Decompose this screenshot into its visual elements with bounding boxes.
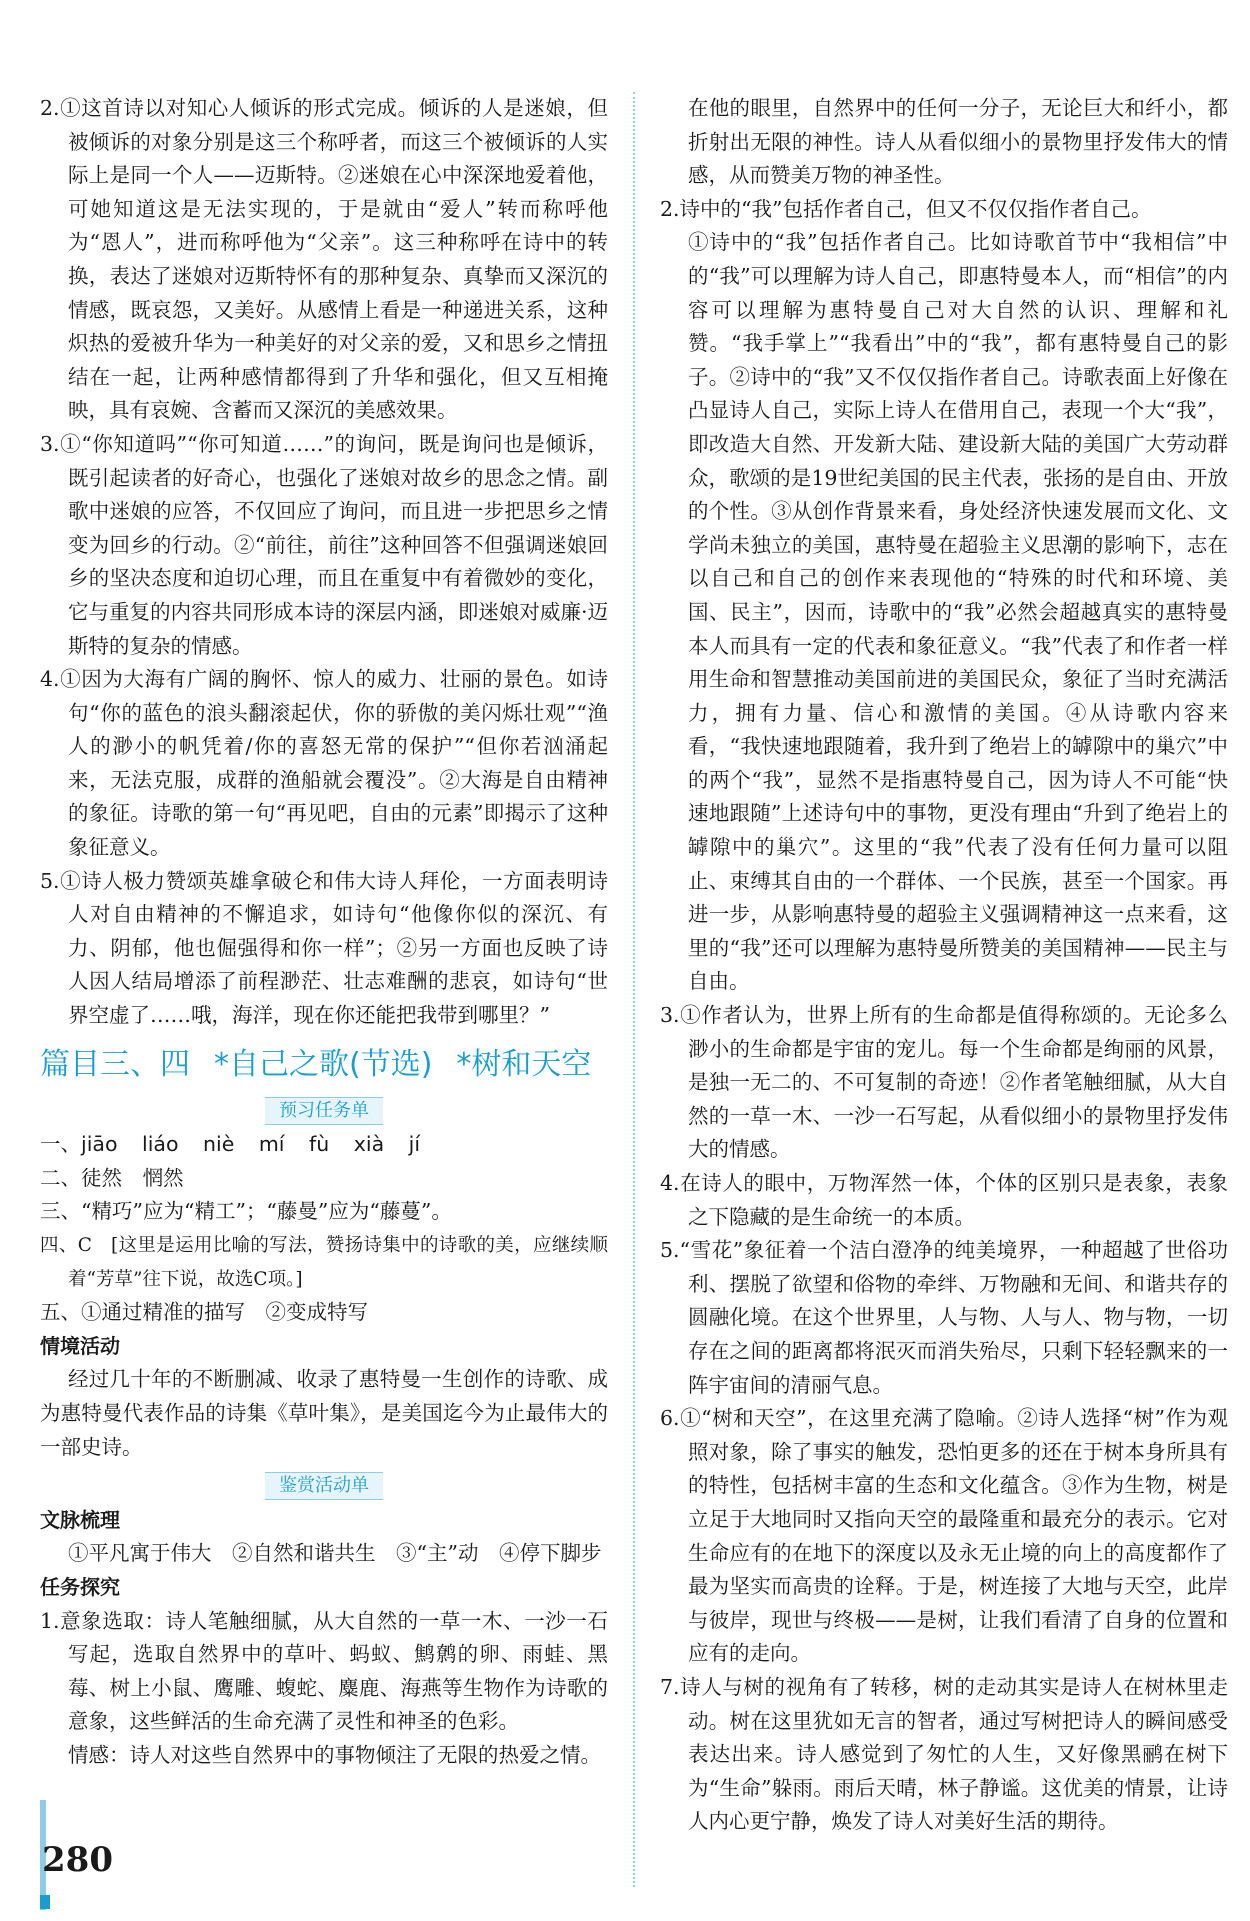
section-title-poem1: *自己之歌(节选) — [214, 1046, 433, 1082]
section-title-prefix: 篇目三、四 — [40, 1046, 190, 1082]
answer-4-right: 4.在诗人的眼中，万物浑然一体，个体的区别只是表象，表象之下隐藏的是生命统一的本质。 — [660, 1171, 1228, 1229]
page-number: 280 — [42, 1840, 113, 1880]
left-column — [40, 92, 608, 1773]
context-heading: 文脉梳理 — [40, 1507, 120, 1532]
answer-2: 2.①这首诗以对知心人倾诉的形式完成。倾诉的人是迷娘，但被倾诉的对象分别是这三个称呼者，而这三个被倾诉的人实际上是同一个人——迈斯特。②迷娘在心中深深地爱着他，可她知道这是无法实现的，于是就由“爱人”转而称呼他为“恩人”，进而称呼他为“父亲”。这三种称呼在诗中的转换，表达了迷娘对迈斯特怀有的那种复杂、真挚而又深沉的情感，既哀怨，又美好。从感情上看是一种递进关系，这种炽热的爱被升华为一种美好的对父亲的爱，又和思乡之情扭结在一起，让两种感情都得到了升华和强化，但又互相掩映，具有哀婉、含蓄而又深沉的美感效果。 — [40, 96, 608, 423]
situation-text: 经过几十年的不断删减、收录了惠特曼一生创作的诗歌、成为惠特曼代表作品的诗集《草叶集》，是美国迄今为止最伟大的一部史诗。 — [40, 1367, 608, 1459]
answer-4: 4.①因为大海有广阔的胸怀、惊人的威力、壮丽的景色。如诗句“你的蓝色的浪头翻滚起伏，你的骄傲的美闪烁壮观”“渔人的渺小的帆凭着/你的喜怒无常的保护”“但你若汹涌起来，无法克服，成群的渔船就会覆没”。②大海是自由精神的象征。诗歌的第一句“再见吧，自由的元素”即揭示了这种象征意义。 — [40, 667, 608, 860]
task-heading: 任务探究 — [40, 1574, 120, 1599]
preview-task-badge: 预习任务单 — [265, 1097, 383, 1125]
preview-item-4: 四、C [这里是运用比喻的写法，赞扬诗集中的诗歌的美，应继续顺着“芳草”往下说，故选C项。] — [40, 1235, 608, 1290]
answer-1-continuation: 在他的眼里，自然界中的任何一分子，无论巨大和纤小，都折射出无限的神性。诗人从看似细小的景物里抒发伟大的情感，从而赞美万物的神圣性。 — [688, 96, 1228, 188]
right-column — [660, 92, 1228, 1839]
answer-7-right: 7.诗人与树的视角有了转移，树的走动其实是诗人在树林里走动。树在这里犹如无言的智者，通过写树把诗人的瞬间感受表达出来。诗人感觉到了匆忙的人生，又好像黑鹂在树下为“生命”躲雨。雨后天晴，林子静谧。这优美的情景，让诗人内心更宁静，焕发了诗人对美好生活的期待。 — [660, 1674, 1228, 1834]
answer-3: 3.①“你知道吗”“你可知道……”的询问，既是询问也是倾诉，既引起读者的好奇心，也强化了迷娘对故乡的思念之情。副歌中迷娘的应答，不仅回应了询问，而且进一步把思乡之情变为回乡的行动。②“前往，前往”这种回答不但强调迷娘回乡的坚决态度和迫切心理，而且在重复中有着微妙的变化，它与重复的内容共同形成本诗的深层内涵，即迷娘对威廉·迈斯特的复杂的情感。 — [40, 431, 608, 658]
context-text: ①平凡寓于伟大 ②自然和谐共生 ③“主”动 ④停下脚步 — [68, 1541, 602, 1566]
task-item-1: 1.意象选取：诗人笔触细腻，从大自然的一草一木、一沙一石写起，选取自然界中的草叶、蚂蚁、鹪鹩的卵、雨蛙、黑莓、树上小鼠、鹰雕、蝮蛇、麋鹿、海燕等生物作为诗歌的意象，这些鲜活的生命充满了灵性和神圣的色彩。 — [40, 1608, 608, 1734]
section-title-poem2: *树和天空 — [456, 1046, 592, 1082]
task-item-1-emotion: 情感：诗人对这些自然界中的事物倾注了无限的热爱之情。 — [68, 1742, 601, 1767]
preview-item-5: 五、①通过精准的描写 ②变成特写 — [40, 1300, 368, 1325]
page-number-bar-accent — [40, 1895, 50, 1909]
answer-5: 5.①诗人极力赞颂英雄拿破仑和伟大诗人拜伦，一方面表明诗人对自由精神的不懈追求，如诗句“他像你似的深沉、有力、阴郁，他也倔强得和你一样”；②另一方面也反映了诗人因人结局增添了前程渺茫、壮志难酬的悲哀，如诗句“世界空虚了……哦，海洋，现在你还能把我带到哪里？” — [40, 868, 608, 1028]
preview-item-2: 二、徒然 惘然 — [40, 1165, 184, 1190]
answer-2-intro: 2.诗中的“我”包括作者自己，但又不仅仅指作者自己。 — [660, 196, 1152, 221]
appreciation-task-badge: 鉴赏活动单 — [265, 1472, 383, 1500]
situation-heading: 情境活动 — [40, 1333, 120, 1358]
answer-6-right: 6.①“树和天空”，在这里充满了隐喻。②诗人选择“树”作为观照对象，除了事实的触发，恐怕更多的还在于树本身所具有的特性，包括树丰富的生态和文化蕴含。③作为生物，树是立足于大地同时又指向天空的最隆重和最充分的表示。它对生命应有的在地下的深度以及永无止境的向上的高度都作了最为坚实而高贵的诠释。于是，树连接了大地与天空，此岸与彼岸，现世与终极——是树，让我们看清了自身的位置和应有的走向。 — [660, 1406, 1228, 1666]
answer-2-body: ①诗中的“我”包括作者自己。比如诗歌首节中“我相信”中的“我”可以理解为诗人自己，即惠特曼本人，而“相信”的内容可以理解为惠特曼自己对大自然的认识、理解和礼赞。“我手掌上”“我看出”中的“我”，都有惠特曼自己的影子。②诗中的“我”又不仅仅指作者自己。诗歌表面上好像在凸显诗人自己，实际上诗人在借用自己，表现一个大“我”，即改造大自然、开发新大陆、建设新大陆的美国广大劳动群众，歌颂的是19世纪美国的民主代表，张扬的是自由、开放的个性。③从创作背景来看，身处经济快速发展而文化、文学尚未独立的美国，惠特曼在超验主义思潮的影响下，志在以自己和自己的创作来表现他的“特殊的时代和环境、美国、民主”，因而，诗歌中的“我”必然会超越真实的惠特曼本人而具有一定的代表和象征意义。“我”代表了和作者一样用生命和智慧推动美国前进的美国民众，象征了当时充满活力，拥有力量、信心和激情的美国。④从诗歌内容来看，“我快速地跟随着，我升到了绝岩上的罅隙中的巢穴”中的两个“我”，显然不是指惠特曼自己，因为诗人不可能“快速地跟随”上述诗句中的事物，更没有理由“升到了绝岩上的罅隙中的巢穴”。这里的“我”代表了没有任何力量可以阻止、束缚其自由的一个群体、一个民族，甚至一个国家。再进一步，从影响惠特曼的超验主义强调精神这一点来看，这里的“我”还可以理解为惠特曼所赞美的美国精神——民主与自由。 — [688, 230, 1228, 994]
answer-5-right: 5.“雪花”象征着一个洁白澄净的纯美境界，一种超越了世俗功利、摆脱了欲望和俗物的牵绊、万物融和无间、和谐共存的圆融化境。在这个世界里，人与物、人与人、物与物，一切存在之间的距离都将泯灭而消失殆尽，只剩下轻轻飘来的一阵宇宙间的清丽气息。 — [660, 1238, 1228, 1397]
column-divider — [633, 92, 635, 1887]
preview-item-3: 三、“精巧”应为“精工”；“藤曼”应为“藤蔓”。 — [40, 1199, 452, 1224]
preview-item-1: 一、jiāo liáo niè mí fù xià jí — [40, 1132, 421, 1157]
answer-3-right: 3.①作者认为，世界上所有的生命都是值得称颂的。无论多么渺小的生命都是宇宙的宠儿。每一个生命都是绚丽的风景，是独一无二的、不可复制的奇迹！②作者笔触细腻，从大自然的一草一木、一沙一石写起，从看似细小的景物里抒发伟大的情感。 — [660, 1003, 1228, 1162]
section-title — [40, 1043, 608, 1087]
